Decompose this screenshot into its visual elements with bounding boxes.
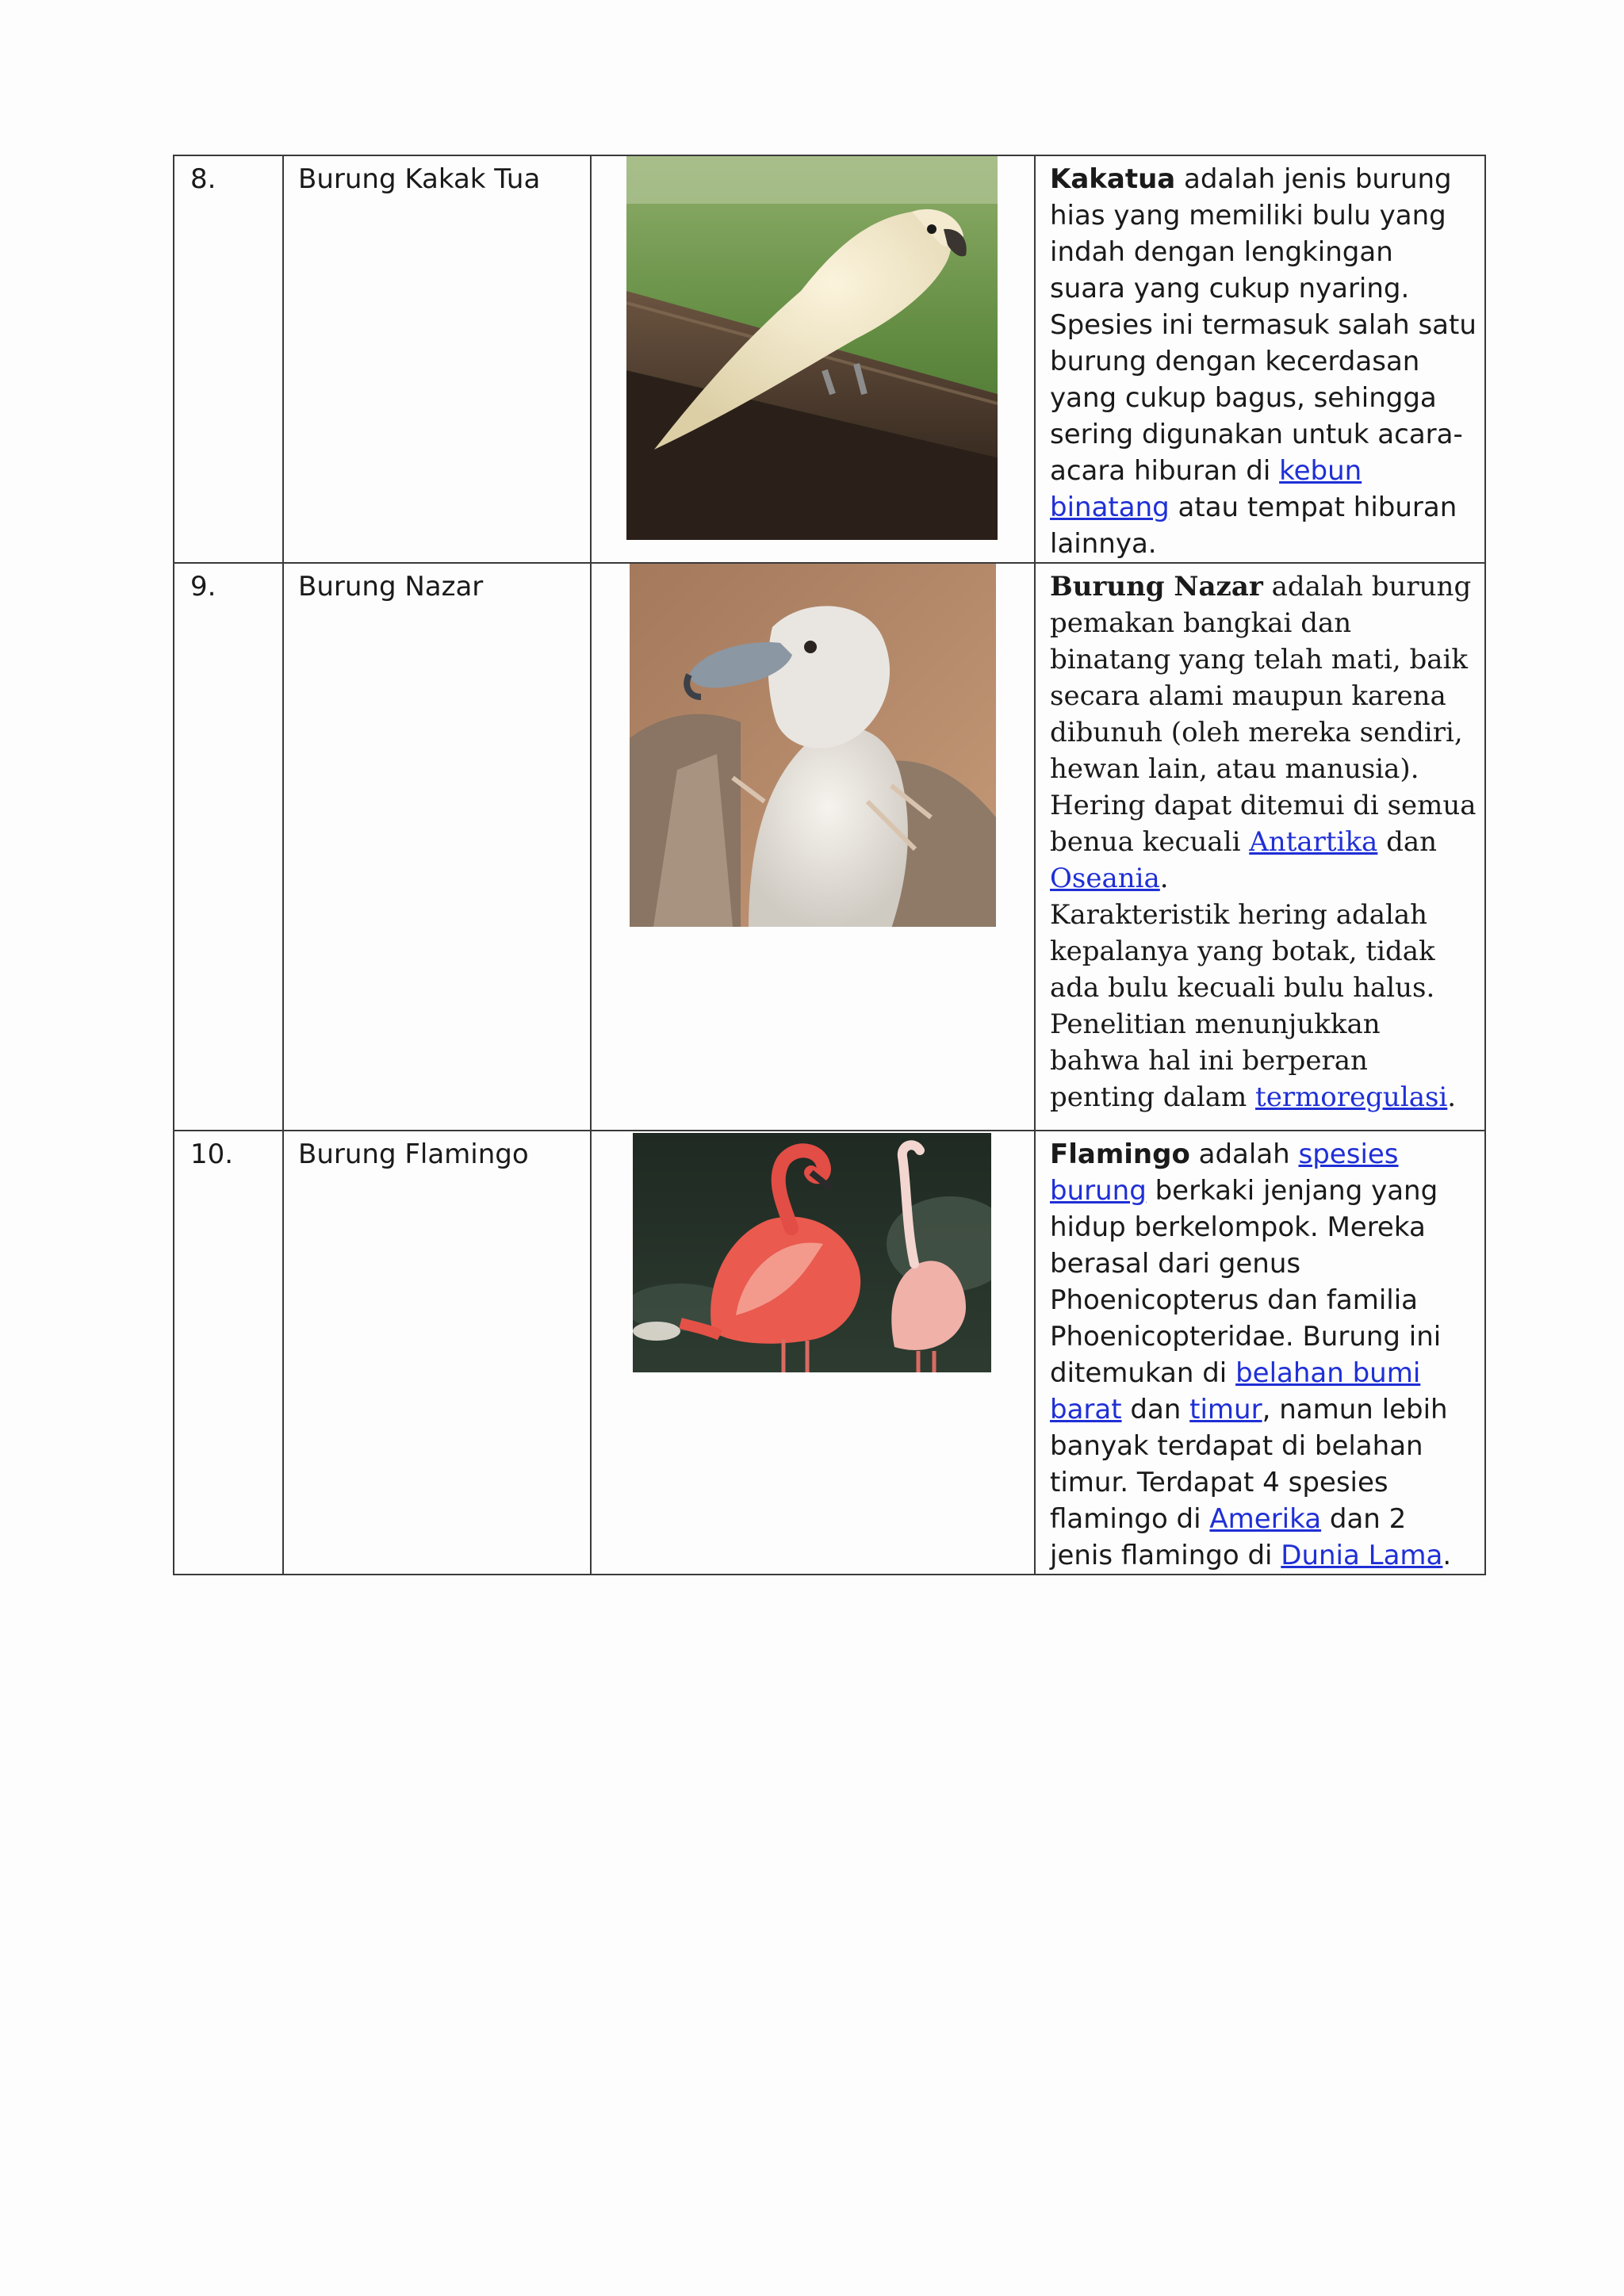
bird-name: Burung Nazar [283, 563, 591, 1131]
desc-text: adalah jenis burung hias yang memiliki bulu yang indah dengan lengkingan suara yang cukup nyaring. Spesies ini termasuk salah satu burung dengan kecerdasan yang cukup bagus, sehingga sering digunakan untuk acara-acara hiburan di [1050, 163, 1477, 487]
link-termoregulasi[interactable]: termoregulasi [1255, 1081, 1448, 1113]
desc-text: berkaki jenjang yang hidup berkelompok. Mereka berasal dari genus Phoenicopterus dan familia Phoenicopteridae. Burung ini ditemukan di [1050, 1175, 1442, 1389]
desc-text: dan 2 jenis flamingo di [1050, 1503, 1407, 1571]
link-timur[interactable]: timur [1189, 1394, 1262, 1425]
table-row [174, 155, 1485, 563]
link-kebun-binatang[interactable]: kebun binatang [1050, 455, 1362, 523]
link-oseania[interactable]: Oseania [1050, 863, 1160, 894]
desc-bold-term: Flamingo [1050, 1138, 1190, 1170]
link-spesies[interactable]: spesies [1298, 1138, 1399, 1170]
link-antartika[interactable]: Antartika [1249, 826, 1378, 858]
link-dunia-lama[interactable]: Dunia Lama [1281, 1540, 1443, 1571]
row-number: 9. [174, 563, 283, 1131]
link-belahan-bumi-barat[interactable]: belahan bumi barat [1050, 1357, 1421, 1425]
desc-text: , namun lebih banyak terdapat di belahan timur. Terdapat 4 spesies flamingo di [1050, 1394, 1448, 1535]
desc-text: dan [1377, 826, 1438, 858]
bird-image-cell [591, 155, 1035, 563]
desc-text: . [1442, 1540, 1452, 1571]
desc-bold-term: Kakatua [1050, 163, 1176, 195]
desc-text: Karakteristik hering adalah kepalanya yang botak, tidak ada bulu kecuali bulu halus. Penelitian menunjukkan bahwa hal ini berperan penting dalam [1050, 899, 1435, 1113]
row-number: 8. [174, 155, 283, 563]
vulture-photo-icon [630, 564, 996, 927]
link-amerika[interactable]: Amerika [1209, 1503, 1322, 1535]
table-row [174, 563, 1485, 1131]
link-burung[interactable]: burung [1050, 1175, 1147, 1207]
bird-description [1035, 155, 1485, 563]
bird-table [173, 155, 1486, 1575]
desc-bold-term: Burung Nazar [1050, 571, 1263, 603]
desc-text: adalah burung pemakan bangkai dan binatang yang telah mati, baik secara alami maupun karena dibunuh (oleh mereka sendiri, hewan lain, atau manusia). Hering dapat ditemui di semua benua kecuali [1050, 571, 1477, 858]
desc-text: . [1159, 863, 1169, 894]
bird-image-cell [591, 1131, 1035, 1575]
desc-text: atau tempat hiburan lainnya. [1050, 492, 1457, 560]
bird-name: Burung Flamingo [283, 1131, 591, 1575]
cockatoo-photo-icon [626, 156, 998, 540]
bird-description [1035, 1131, 1485, 1575]
flamingo-photo-icon [633, 1133, 991, 1372]
bird-name: Burung Kakak Tua [283, 155, 591, 563]
desc-text: dan [1121, 1394, 1190, 1425]
bird-description [1035, 563, 1485, 1131]
table-row [174, 1131, 1485, 1575]
row-number: 10. [174, 1131, 283, 1575]
desc-text: . [1447, 1081, 1457, 1113]
desc-text: adalah [1189, 1138, 1299, 1170]
bird-image-cell [591, 563, 1035, 1131]
